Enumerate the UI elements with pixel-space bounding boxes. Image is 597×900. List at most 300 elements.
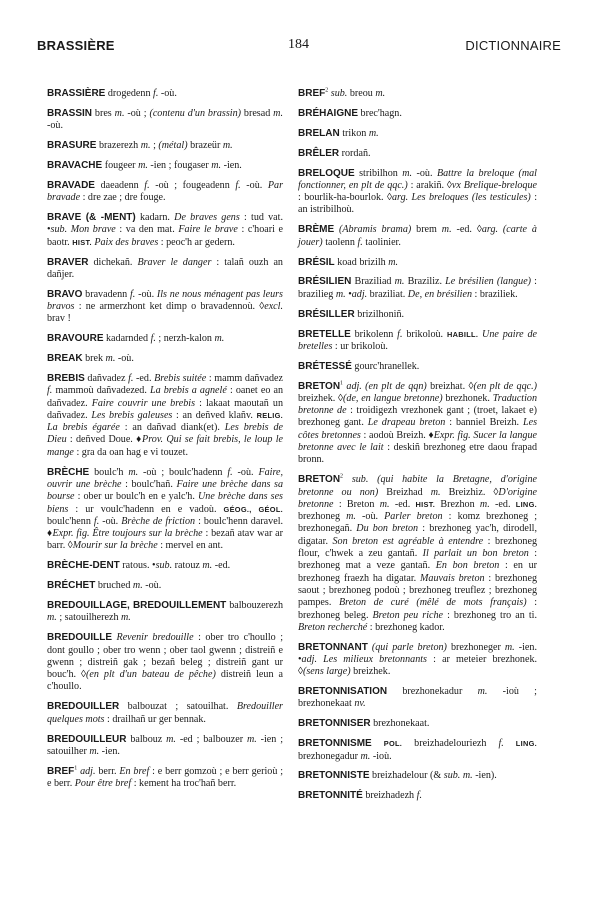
definition-text: : oanet eo an dañvadez. xyxy=(47,385,284,409)
definition-text: : ober tro c'houllo ; dont goullo ; ober tro wenn ; ober taol gwenn ; distreiñ e gwenn ; distreiñ gak ; bezañ beleg ; distreiñ gant ur bouc'h. ◊ xyxy=(47,632,284,681)
definition-text: stribilhon xyxy=(354,167,403,179)
definition-text: brav ! xyxy=(47,313,71,325)
definition-text: -où. xyxy=(355,511,385,523)
italic-text: m. xyxy=(388,256,399,268)
definition-text: : drailhañ ur ger bennak. xyxy=(104,713,206,725)
definition-text: : bourlik-ha-bourlok. ◊ xyxy=(298,192,392,204)
dictionary-entry xyxy=(47,180,283,205)
definition-text: : braziliek. xyxy=(472,288,518,300)
italic-text: adj. xyxy=(80,765,96,777)
definition-text: -où. xyxy=(240,179,268,191)
definition-text xyxy=(343,474,352,485)
definition-text: breizhek. xyxy=(350,666,391,678)
italic-text: adj. (en plt de qqn) xyxy=(346,380,427,392)
italic-text: Faire, ouvrir une brèche xyxy=(47,466,284,490)
dictionary-entry xyxy=(47,88,283,100)
definition-text: daeadenn xyxy=(94,179,145,191)
definition-text: : ur voulc'hadenn en e vadoù. xyxy=(68,503,224,515)
italic-text: Battre la breloque (mal fonctionner, en plt de qqc.) xyxy=(298,167,537,191)
italic-text: f. xyxy=(128,372,134,384)
definition-text: kadarnded xyxy=(103,333,151,345)
italic-text: f. xyxy=(130,288,136,300)
headword: BRETONNISME xyxy=(298,738,372,750)
definition-text: -où. xyxy=(158,88,177,99)
definition-text: -où ; boulc'hadenn xyxy=(138,466,228,478)
headword: BREDOUILLER xyxy=(47,701,120,713)
headword: BRAVO xyxy=(47,288,83,300)
homonym-number: 1 xyxy=(340,380,344,387)
dictionary-entry xyxy=(47,212,283,249)
dictionary-entry xyxy=(47,701,283,726)
italic-text: (qui parle breton) xyxy=(371,641,447,653)
definition-text: : brezhoneg mat a veze gantañ. xyxy=(298,548,537,572)
headword: BRAVE (& -MENT) xyxy=(47,212,136,224)
dictionary-entry xyxy=(298,224,537,249)
italic-text: (sens large) xyxy=(303,666,351,678)
definition-text: brikolenn xyxy=(350,328,398,340)
headword: BRETONNISATION xyxy=(298,686,388,698)
dictionary-entry xyxy=(298,474,537,634)
dictionary-entry xyxy=(298,642,537,679)
definition-text: boulc'henn xyxy=(47,515,94,527)
definition-text: -où. xyxy=(142,580,162,592)
domain-label: LING. xyxy=(515,739,537,749)
dictionary-entry xyxy=(298,168,537,217)
headword: BRÈCHE xyxy=(47,466,90,478)
dictionary-entry xyxy=(47,632,283,693)
definition-text: dañvadez xyxy=(84,372,129,384)
definition-text: : ober ur boulc'h en e yalc'h. xyxy=(74,491,198,503)
italic-text: f. xyxy=(144,179,150,191)
italic-text: Mauvais breton xyxy=(420,572,485,584)
italic-text: m. xyxy=(214,333,225,345)
italic-text: Breton peu riche xyxy=(372,609,444,621)
italic-text: m. xyxy=(379,498,390,510)
definition-text: brizilhoniñ. xyxy=(354,308,405,320)
headword: BRETONNITÉ xyxy=(298,790,363,802)
definition-text: boulc'h xyxy=(89,466,129,478)
headword: BRAVOURE xyxy=(47,333,104,345)
definition-text: : bezañ atav war ar barr. ◊ xyxy=(47,528,283,552)
definition-text: koad brizilh xyxy=(334,256,389,268)
dictionary-entry xyxy=(298,329,537,354)
italic-text: f. xyxy=(235,179,241,191)
definition-text: ratous. • xyxy=(119,560,156,572)
definition-text: -ioù ; brezhonekaat xyxy=(298,686,537,710)
dictionary-entry xyxy=(47,600,283,625)
italic-text: arg. Les breloques (les testicules) xyxy=(391,192,531,204)
italic-text: Faire couvrir une brebis xyxy=(91,397,196,409)
definition-text xyxy=(504,738,516,749)
definition-text: brezhonegadur xyxy=(298,750,361,762)
homonym-number: 2 xyxy=(340,473,344,480)
definition-text: : gra da oan hag e vi touzet. xyxy=(73,446,188,458)
definition-text: : brezhoneg yac'h, dirodell, digatar. xyxy=(298,523,537,547)
definition-text: Braziliad xyxy=(351,276,395,288)
italic-text: En bon breton xyxy=(435,560,500,572)
italic-text: Expr. fig. Sucer la langue bretonne avec le lait xyxy=(298,429,537,454)
italic-text: f. xyxy=(357,236,363,248)
definition-text: brek xyxy=(82,353,106,365)
dictionary-entry xyxy=(298,148,537,160)
headword: BRETONNANT xyxy=(298,641,368,653)
definition-text: : lakaat maoutañ un dañvadez. xyxy=(47,397,283,421)
running-header xyxy=(0,34,597,54)
definition-text: • xyxy=(345,288,352,300)
dictionary-entry xyxy=(47,373,283,459)
definition-text: bruched xyxy=(95,580,133,592)
definition-text: -où. xyxy=(47,120,63,132)
italic-text: m. xyxy=(375,88,386,99)
header-title: DICTIONNAIRE xyxy=(465,38,561,53)
italic-text: Faire une brèche dans sa bourse xyxy=(47,478,283,503)
italic-text: (de, en langue bretonne) xyxy=(343,392,443,404)
headword: BRAVER xyxy=(47,256,89,268)
definition-text: ; nerzh-kalon xyxy=(155,333,215,345)
headword: BRELAN xyxy=(298,127,340,139)
italic-text: sub. xyxy=(330,88,348,99)
definition-text: balbouzat ; satouilhat. xyxy=(119,701,237,713)
definition-text: bravadenn xyxy=(82,288,130,300)
headword: BRETON xyxy=(298,474,341,486)
italic-text: m. xyxy=(114,107,125,119)
dictionary-entry xyxy=(47,467,283,553)
domain-label: GÉOG., GÉOL. xyxy=(223,504,283,514)
dictionary-entry xyxy=(298,686,537,711)
definition-text: ; xyxy=(150,140,159,152)
definition-text: : komz brezhoneg ; brezhonegañ. xyxy=(298,511,538,535)
definition-text: : deñved Doue. ♦ xyxy=(66,434,143,446)
dictionary-entry xyxy=(47,289,283,326)
definition-text: : brezhoneg flour, c'hwek a zeu gantañ. xyxy=(298,535,537,560)
definition-text: : ne armerzhont ket dimp o bravadennoù. ◊ xyxy=(74,301,265,313)
italic-text: Brebis suitée xyxy=(154,372,207,384)
dictionary-entry xyxy=(47,333,283,345)
italic-text: Les côtes bretonnes xyxy=(298,417,537,441)
dictionary-entry xyxy=(298,108,537,120)
definition-text: -où ; fougeadenn xyxy=(149,179,236,191)
definition-text: : c'hoari e baotr. xyxy=(47,224,283,248)
italic-text: sub. xyxy=(155,560,173,572)
italic-text: m. xyxy=(504,641,515,653)
definition-text: -où. xyxy=(99,515,122,527)
italic-text: Les brebis galeuses xyxy=(91,409,173,421)
definition-text: : troidigezh vrezhonek gant ; (troet, lakaet e) brezhoneg gant. xyxy=(298,405,538,429)
definition-text: Breizhiz. ◊ xyxy=(440,486,499,498)
definition-text: : talañ ouzh an dañjer. xyxy=(47,256,283,280)
definition-text: : brezhoneg saout ; brezhoneg podoù ; brezhoneg treuflez ; brezhoneg pampes. xyxy=(298,572,538,609)
dictionary-entry xyxy=(47,766,283,791)
headword: BRÈME xyxy=(298,224,335,236)
dictionary-entry xyxy=(298,88,537,100)
italic-text: adj. xyxy=(351,288,368,300)
headword: BRÉCHET xyxy=(47,580,96,592)
definition-text: fougeer xyxy=(102,159,139,171)
italic-text: m. xyxy=(105,353,116,365)
italic-text: f. xyxy=(498,738,504,750)
headword: BRÊLER xyxy=(298,147,340,159)
italic-text: sub. Mon brave xyxy=(50,224,116,236)
definition-text: : ar meteier brezhonek. ◊ xyxy=(298,654,538,678)
definition-text: breizhadelour (& xyxy=(369,770,444,782)
dictionary-entry xyxy=(47,734,283,759)
italic-text: Parler breton xyxy=(384,511,443,523)
headword: BRAVADE xyxy=(47,179,95,191)
headword: BRASSIÈRE xyxy=(47,88,106,99)
definition-text: : mamm dañvadez xyxy=(206,372,284,384)
homonym-number: 2 xyxy=(325,87,329,94)
definition-text: : aodoù Breizh. ♦ xyxy=(360,429,434,441)
definition-text: : va den mat. xyxy=(115,224,179,236)
italic-text: Breton recherché xyxy=(298,621,368,633)
definition-text: -ioù. xyxy=(370,750,392,762)
dictionary-entry xyxy=(298,361,537,373)
italic-text: m. xyxy=(273,107,283,119)
headword: BREAK xyxy=(47,353,83,365)
definition-text: : e berr gomzoù ; e berr gerioù ; e berr. xyxy=(47,765,284,790)
definition-text: distreiñ leun a c'houllo. xyxy=(47,669,283,693)
dictionary-entry xyxy=(298,718,537,730)
italic-text: f. xyxy=(227,466,233,478)
definition-text: : kement ha troc'hañ berr. xyxy=(131,778,237,790)
italic-text: excl. xyxy=(264,301,283,313)
italic-text: m. xyxy=(121,612,131,624)
italic-text: sub. (qui habite la Bretagne, d'origine bretonne ou non) xyxy=(298,474,537,498)
italic-text: m. xyxy=(335,288,346,300)
definition-text: -ed. xyxy=(212,560,231,572)
definition-text: : an dañvad diank(et). xyxy=(119,422,225,434)
definition-text: -ien. xyxy=(221,159,242,171)
definition-text: -où. xyxy=(115,353,134,365)
definition-text: : arakiñ. ◊ xyxy=(407,179,452,191)
italic-text: m. xyxy=(477,686,488,698)
definition-text: rordañ. xyxy=(339,147,371,159)
italic-text: La brebis égarée xyxy=(47,422,120,434)
definition-text: -ed ; balbouzer xyxy=(175,733,247,745)
italic-text: sub. m. xyxy=(443,770,473,782)
italic-text: (en plt de qqc.) xyxy=(473,380,537,392)
italic-text: Revenir bredouille xyxy=(116,632,194,644)
definition-text: -où. xyxy=(135,288,157,300)
left-column xyxy=(47,88,283,798)
domain-label: POL. xyxy=(383,739,403,749)
headword: BRÉTESSÉ xyxy=(298,360,352,372)
definition-text: brikoloù. xyxy=(402,328,447,340)
italic-text: m. xyxy=(211,159,222,171)
dictionary-entry xyxy=(47,108,283,133)
italic-text: f. xyxy=(153,88,159,99)
headword: BRÉSILLER xyxy=(298,308,355,320)
italic-text: Faire le brave xyxy=(178,224,238,236)
definition-text: brazeür xyxy=(187,140,223,152)
italic-text: m. xyxy=(166,733,176,745)
definition-text: brezhonek. xyxy=(442,392,493,404)
dictionary-entry xyxy=(298,738,537,763)
domain-label: RELIG. xyxy=(256,410,284,420)
headword: BRETON xyxy=(298,380,341,392)
definition-text: bres xyxy=(92,107,115,119)
italic-text: Breton de curé (mêlé de mots français) xyxy=(338,597,527,609)
dictionary-entry xyxy=(298,257,537,269)
italic-text: Expr. fig. Être toujours sur la brèche xyxy=(52,528,203,540)
definition-text: : boulc'henn daravel. ♦ xyxy=(47,515,284,540)
definition-text: brezhonekaat. xyxy=(370,718,430,730)
definition-text: -ed. ◊ xyxy=(451,224,482,236)
italic-text: m. xyxy=(128,466,139,478)
italic-text: Traduction bretonne de xyxy=(298,392,538,417)
italic-text: m. xyxy=(132,580,143,592)
italic-text: f. xyxy=(397,328,403,340)
italic-text: nv. xyxy=(354,698,366,710)
definition-text: breizhadelouriezh xyxy=(402,738,499,750)
definition-text: -ien. xyxy=(99,745,120,757)
definition-text: : banniel Breizh. xyxy=(445,417,523,429)
definition-text: ratouz xyxy=(172,560,203,572)
italic-text: Par bravade xyxy=(47,179,284,204)
headword: BRASURE xyxy=(47,140,97,152)
italic-text: De braves gens xyxy=(174,212,240,224)
definition-text: Braziliz. xyxy=(404,276,446,288)
definition-text: brem xyxy=(411,224,442,236)
dictionary-entry xyxy=(298,309,537,321)
definition-text: : en ur brezhoneg fraezh ha digatar. xyxy=(298,560,538,584)
headword: BRÉHAIGNE xyxy=(298,107,359,119)
italic-text: m. xyxy=(346,511,356,523)
italic-text: f. xyxy=(93,515,100,527)
definition-text: brezhoneg xyxy=(298,511,347,523)
definition-text: : brezhoneg kador. xyxy=(367,621,445,633)
definition-text: mammoù dañvadezed. xyxy=(52,385,150,397)
italic-text: m. xyxy=(368,127,379,139)
definition-text: : boulc'hañ. xyxy=(121,478,177,490)
headword: BRAVACHE xyxy=(47,159,103,171)
definition-text: ; satouilherezh xyxy=(56,612,122,624)
definition-text: balbouz xyxy=(126,733,167,745)
homonym-number: 1 xyxy=(74,765,78,772)
italic-text: Le drapeau breton xyxy=(367,417,446,429)
definition-text: drogedenn xyxy=(105,88,154,99)
dictionary-entry xyxy=(47,140,283,152)
italic-text: Ils ne nous ménagent pas leurs bravos xyxy=(47,288,283,313)
dictionary-entry xyxy=(47,353,283,365)
italic-text: f. xyxy=(416,790,422,802)
definition-text: taolenn xyxy=(322,236,358,248)
right-column xyxy=(298,88,537,810)
definition-text: balbouzerezh xyxy=(226,600,283,612)
definition-text: -où. xyxy=(412,167,437,179)
italic-text: Braver le danger xyxy=(137,256,212,268)
italic-text: (en plt d'un bateau de pêche) xyxy=(86,669,216,681)
italic-text: Bredouiller quelques mots xyxy=(47,701,283,725)
header-guide-word: BRASSIÈRE xyxy=(37,38,115,53)
definition-text: -ed. xyxy=(133,372,155,384)
italic-text: La brebis a agnelé xyxy=(149,385,227,397)
italic-text: En bref xyxy=(119,765,150,777)
domain-label: LING. xyxy=(515,499,537,509)
headword: BREBIS xyxy=(47,372,85,384)
italic-text: adj. Les milieux bretonnants xyxy=(301,654,427,665)
headword: BRELOQUE xyxy=(298,167,355,179)
italic-text: (Abramis brama) xyxy=(339,224,412,236)
definition-text: breou xyxy=(347,88,376,99)
dictionary-entry xyxy=(298,128,537,140)
definition-text: : dre zae ; dre fouge. xyxy=(80,192,166,204)
headword: BREF xyxy=(47,765,75,777)
italic-text: m. xyxy=(402,167,413,179)
definition-text: : peoc'h ar gedern. xyxy=(158,236,235,248)
italic-text: f. xyxy=(150,333,156,345)
italic-text: m. xyxy=(202,560,213,572)
headword: BRASSIN xyxy=(47,107,93,119)
italic-text: Le brésilien (langue) xyxy=(445,276,532,288)
definition-text: : ur brikoloù. xyxy=(332,340,388,352)
italic-text: m. xyxy=(47,612,57,624)
headword: BREDOUILLEUR xyxy=(47,733,127,745)
italic-text: f. xyxy=(47,385,53,397)
headword: BREF xyxy=(298,88,326,99)
definition-text: Brezhon xyxy=(435,498,480,510)
italic-text: m. xyxy=(441,224,452,236)
italic-text: Pour être bref xyxy=(74,778,132,790)
definition-text: : brezhoneg tro an ti. xyxy=(443,609,537,621)
definition-text: kadarn. xyxy=(135,212,175,224)
definition-text: : tud vat. • xyxy=(47,212,283,236)
dictionary-entry xyxy=(298,276,537,301)
definition-text: brazerezh xyxy=(96,140,141,152)
definition-text: -ien ; satouilher xyxy=(47,733,283,757)
italic-text: Prov. Qui se fait brebis, le loup le mange xyxy=(47,434,283,458)
italic-text: m. xyxy=(479,498,490,510)
italic-text: m. xyxy=(138,159,148,171)
definition-text: -ed. xyxy=(389,498,416,510)
italic-text: Paix des braves xyxy=(94,236,159,248)
dictionary-entry xyxy=(47,580,283,592)
italic-text: Du bon breton xyxy=(356,523,419,535)
definition-text: braziliat. xyxy=(367,288,408,300)
headword: BRÈCHE-DENT xyxy=(47,560,120,572)
italic-text: m. xyxy=(222,140,233,152)
dictionary-entry xyxy=(47,257,283,282)
italic-text: m. xyxy=(394,276,405,288)
definition-text: gourc'hranellek. xyxy=(351,360,420,372)
italic-text: Mourir sur la brèche xyxy=(72,540,158,552)
definition-text: -ien). xyxy=(472,770,497,782)
definition-text: breizhadezh xyxy=(362,790,417,802)
headword: BREDOUILLAGE, BREDOUILLEMENT xyxy=(47,600,227,612)
headword: BRÉSIL xyxy=(298,256,335,268)
italic-text: vx Brelique-breloque xyxy=(451,179,538,191)
dictionary-entry xyxy=(298,381,537,467)
italic-text: Son breton est agréable à entendre xyxy=(332,535,484,547)
italic-text: Il parlait un bon breton xyxy=(422,548,529,560)
headword: BRÉSILIEN xyxy=(298,276,352,288)
definition-text: brec'hagn. xyxy=(358,107,402,119)
italic-text: Une brèche dans ses biens xyxy=(47,491,283,515)
domain-label: HIST. xyxy=(72,237,92,247)
page-number: 184 xyxy=(288,37,309,52)
definition-text: Breizhad xyxy=(378,486,431,498)
definition-text: : deskiñ brezhoneg etre daou frapad bronn. xyxy=(298,442,538,466)
definition-text: bresad xyxy=(241,107,274,119)
definition-text: : brezhoneg beleg. xyxy=(298,597,537,621)
italic-text: Les brebis de Dieu xyxy=(47,422,283,446)
italic-text: (contenu d'un brassin) xyxy=(149,107,241,119)
definition-text: -ed. xyxy=(489,498,516,510)
definition-text: breizhek. ◊ xyxy=(298,392,344,404)
italic-text: m. xyxy=(89,745,100,757)
headword: BRETELLE xyxy=(298,328,351,340)
italic-text: m. xyxy=(430,486,441,498)
